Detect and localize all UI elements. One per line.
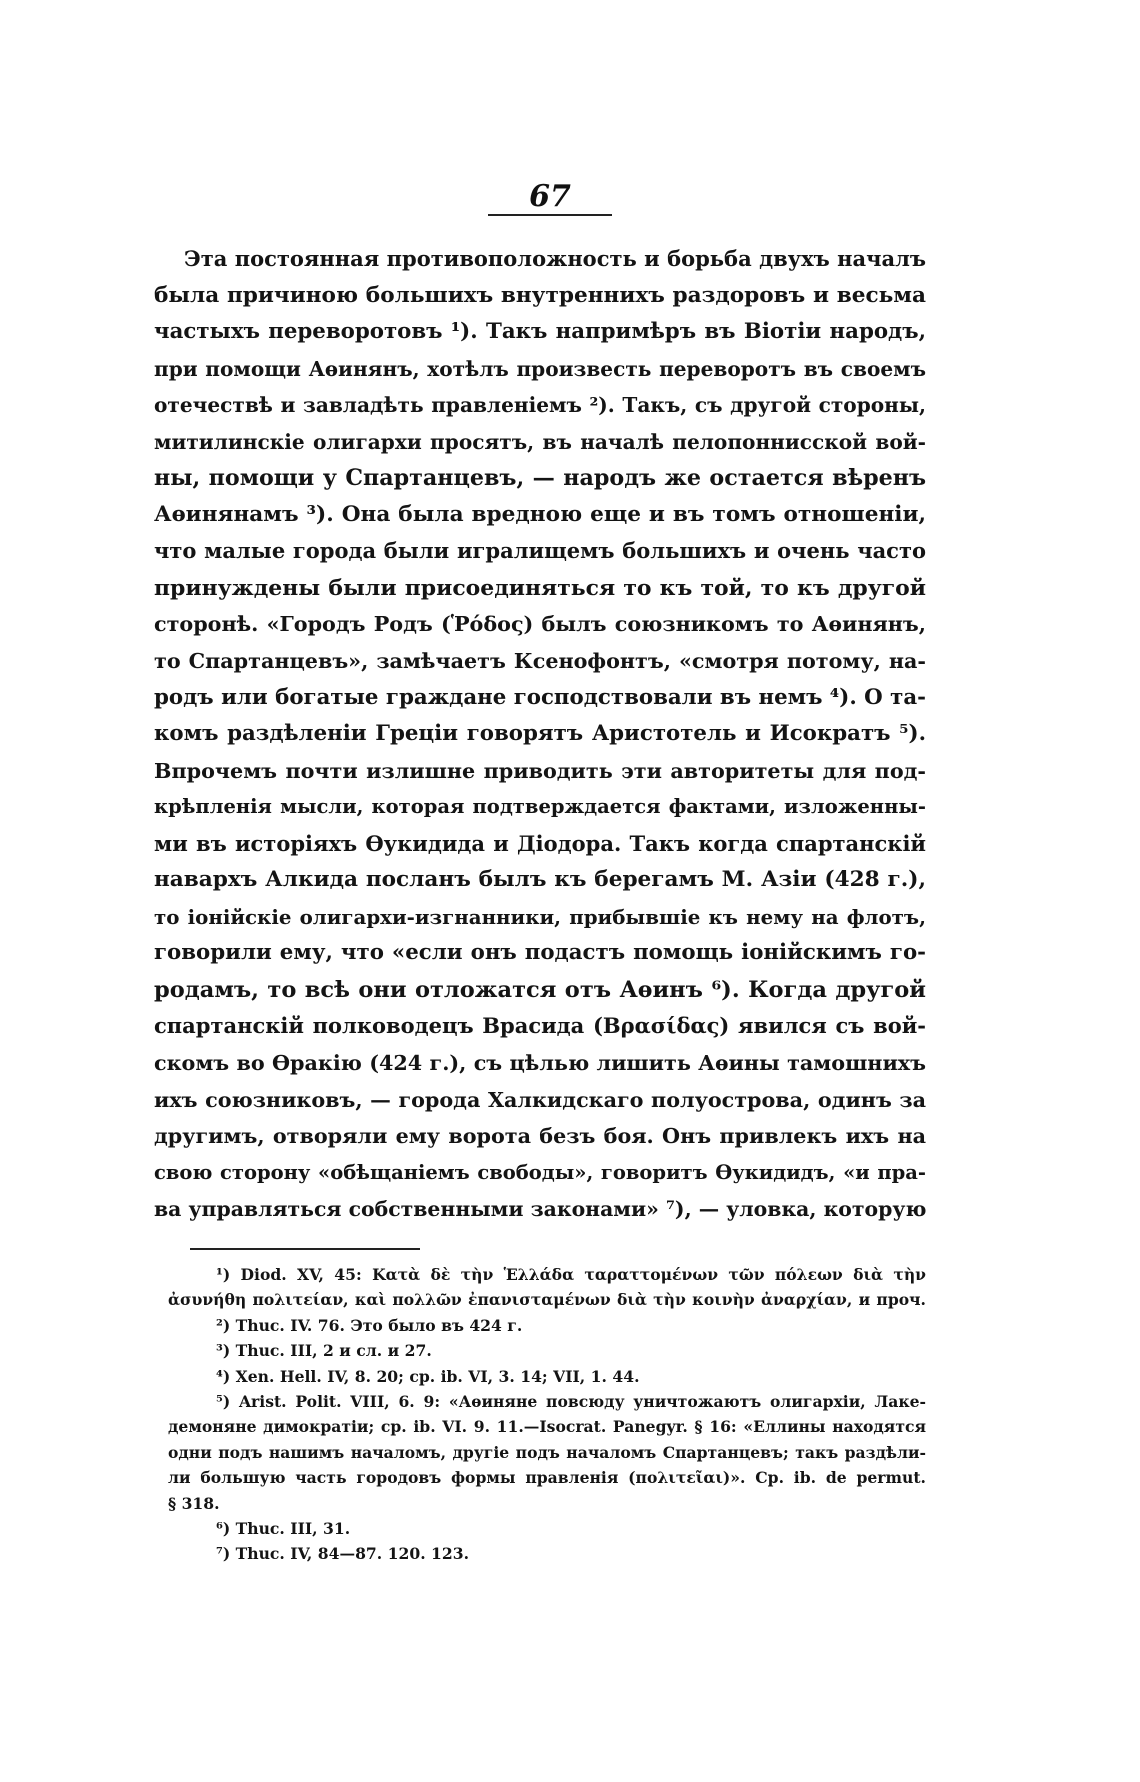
text-line: навархъ Алкида посланъ былъ къ берегамъ М. Азіи (428 г.), <box>154 867 926 893</box>
page-number: 67 <box>529 179 571 214</box>
text-line: ны, помощи у Спартанцевъ, — народъ же остается вѣренъ <box>154 465 926 492</box>
footnote-line: ¹) Diod. XV, 45: Κατὰ δὲ τὴν Ἑλλάδα ταραττομένων τῶν πόλεων διὰ τὴν <box>216 1265 926 1284</box>
footnote-line: ⁴) Xen. Hell. IV, 8. 20; cp. ib. VI, 3. 14; VII, 1. 44. <box>216 1366 640 1386</box>
text-line: митилинскіе олигархи просятъ, въ началѣ пелопоннисской вой- <box>154 429 926 454</box>
footnote-line: ⁵) Arist. Polit. VIII, 6. 9: «Аѳиняне повсюду уничтожаютъ олигархіи, Лаке- <box>216 1391 926 1411</box>
text-line: частыхъ переворотовъ ¹). Такъ напримѣръ въ Віотіи народъ, <box>154 319 926 345</box>
text-line: при помощи Аѳинянъ, хотѣлъ произвесть переворотъ въ своемъ <box>154 356 926 381</box>
text-line: была причиною большихъ внутреннихъ раздоровъ и весьма <box>154 282 926 308</box>
text-line: сторонѣ. «Городъ Родъ (Ῥόδος) былъ союзникомъ то Аѳинянъ, <box>154 612 926 637</box>
text-line: отечествѣ и завладѣть правленіемъ ²). Такъ, съ другой стороны, <box>154 393 926 418</box>
text-line: то Спартанцевъ», замѣчаетъ Ксенофонтъ, «смотря потому, на- <box>154 649 926 674</box>
footnote-line: § 318. <box>168 1493 220 1513</box>
text-line: Впрочемъ почти излишне приводить эти авторитеты для под- <box>154 758 926 783</box>
footnote-line: ³) Thuc. III, 2 и сл. и 27. <box>216 1341 432 1361</box>
text-line: ми въ исторіяхъ Ѳукидида и Діодора. Такъ когда спартанскій <box>154 830 926 856</box>
text-line: другимъ, отворяли ему ворота безъ боя. Онъ привлекъ ихъ на <box>154 1124 926 1149</box>
text-line: что малые города были игралищемъ большихъ и очень часто <box>154 538 926 564</box>
footnote-line: ἀσυνήθη πολιτείαν, καὶ πολλῶν ἐπανισταμένων διὰ τὴν κοινὴν ἀναρχίαν, и проч. <box>168 1290 926 1310</box>
text-line: ихъ союзниковъ, — города Халкидскаго полуострова, одинъ за <box>154 1087 926 1112</box>
text-line: родъ или богатые граждане господствовали въ немъ ⁴). О та- <box>154 684 926 710</box>
text-line: скомъ во Ѳракію (424 г.), съ цѣлью лишить Аѳины тамошнихъ <box>154 1051 926 1076</box>
footnote-line: ⁷) Thuc. IV, 84—87. 120. 123. <box>216 1544 470 1564</box>
footnote-line: одни подъ нашимъ началомъ, другіе подъ началомъ Спартанцевъ; такъ раздѣли- <box>168 1442 926 1462</box>
text-line: Аѳинянамъ ³). Она была вредною еще и въ томъ отношеніи, <box>154 501 926 527</box>
footnote-line: ⁶) Thuc. III, 31. <box>216 1518 351 1538</box>
text-line: комъ раздѣленіи Греціи говорятъ Аристотель и Исократъ ⁵). <box>154 721 926 747</box>
text-line: крѣпленія мысли, которая подтверждается фактами, изложенны- <box>154 795 926 819</box>
text-line: ва управляться собственными законами» ⁷), — уловка, которую <box>154 1197 926 1222</box>
footnote-line: демоняне димократіи; cp. ib. VI. 9. 11.—Isocrat. Panegyr. § 16: «Еллины находятся <box>168 1417 926 1437</box>
footnote-rule <box>190 1248 420 1250</box>
footnote-line: ²) Thuc. IV. 76. Это было въ 424 г. <box>216 1315 523 1335</box>
text-line: то іонійскіе олигархи-изгнанники, прибывшіе къ нему на флотъ, <box>154 904 926 929</box>
text-line: принуждены были присоединяться то къ той, то къ другой <box>154 574 926 601</box>
footnotes <box>168 1262 926 1567</box>
text-line: Эта постоянная противоположность и борьба двухъ началъ <box>184 246 926 271</box>
text-line: свою сторону «обѣщаніемъ свободы», говоритъ Ѳукидидъ, «и пра- <box>154 1160 926 1184</box>
text-line: спартанскій полководецъ Врасида (Βρασίδας) явился съ вой- <box>154 1013 926 1039</box>
footnote-line: ли большую часть городовъ формы правленія (πολιτεῖαι)». Cp. ib. de permut. <box>168 1468 926 1488</box>
text-line: говорили ему, что «если онъ подастъ помощь іонійскимъ го- <box>154 940 926 966</box>
text-line: родамъ, то всѣ они отложатся отъ Аѳинъ ⁶). Когда другой <box>154 976 926 1003</box>
main-text-body <box>154 241 926 1228</box>
page-number-rule <box>488 214 612 216</box>
